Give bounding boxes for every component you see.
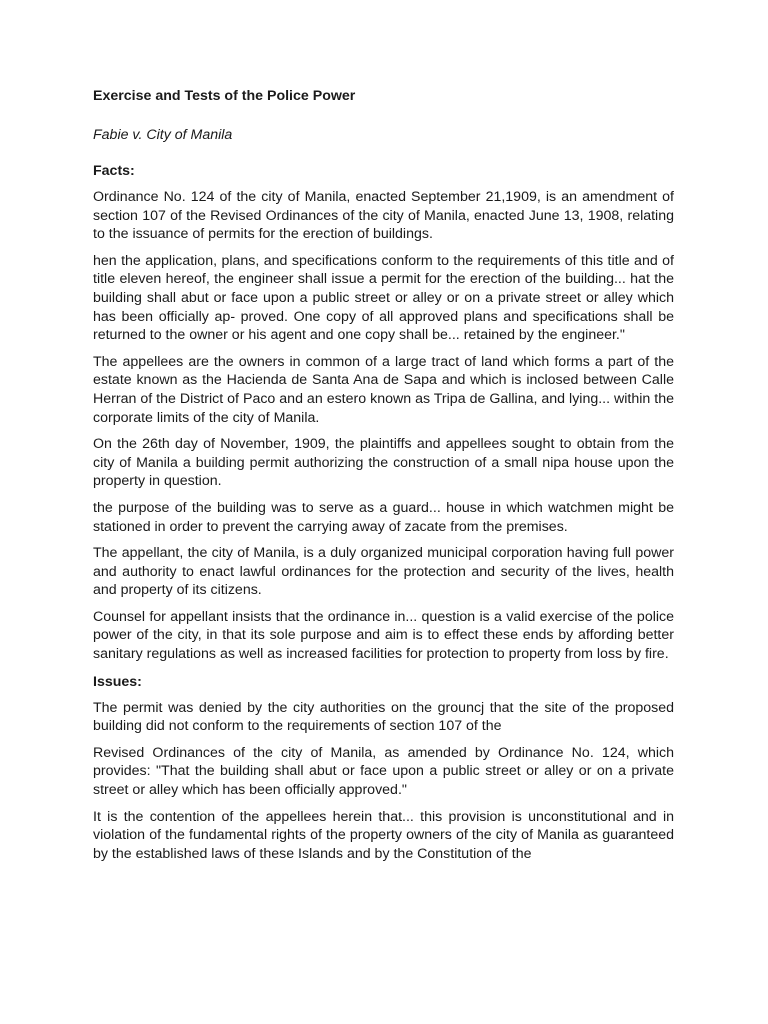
document-title: Exercise and Tests of the Police Power — [93, 88, 356, 104]
case-name: Fabie v. City of Manila — [93, 127, 233, 143]
facts-paragraph: On the 26th day of November, 1909, the plaintiffs and appellees sought to obtain from the city of Manila a building permit authorizing the construction of a small nipa house upon the property in question. — [93, 436, 674, 490]
facts-paragraph: Ordinance No. 124 of the city of Manila, enacted September 21,1909, is an amendment of section 107 of the Revised Ordinances of the city of Manila, enacted June 13, 1908, relating to the issuance of permits for the erection of buildings. — [93, 189, 674, 243]
facts-paragraph: Counsel for appellant insists that the ordinance in... question is a valid exercise of the police power of the city, in that its sole purpose and aim is to effect these ends by affording better sanitary regulations as well as increased facilities for protection to property from loss by fire. — [93, 608, 674, 663]
facts-heading: Facts: — [93, 163, 135, 179]
issues-heading: Issues: — [93, 673, 142, 690]
facts-paragraph: The appellant, the city of Manila, is a duly organized municipal corporation having full power and authority to enact lawful ordinances for the protection and security of the lives, health and property of its citizens. — [93, 545, 674, 599]
issues-paragraph: The permit was denied by the city authorities on the grouncj that the site of the proposed building did not conform to the requirements of section 107 of the — [93, 699, 674, 735]
facts-paragraph: the purpose of the building was to serve as a guard... house in which watchmen might be stationed in order to prevent the carrying away of zacate from the premises. — [93, 499, 674, 535]
document-page — [93, 86, 674, 871]
facts-paragraph: The appellees are the owners in common of a large tract of land which forms a part of the estate known as the Hacienda de Santa Ana de Sapa and which is inclosed between Calle Herran of the District of Paco and an estero known as Tripa de Gallina, and lying... within the corporate limits of the city of Manila. — [93, 353, 674, 426]
issues-paragraph: Revised Ordinances of the city of Manila, as amended by Ordinance No. 124, which provides: "That the building shall abut or face upon a public street or alley or on a private street or alley which has been officially approved." — [93, 744, 674, 799]
issues-paragraph: It is the contention of the appellees herein that... this provision is unconstitutional and in violation of the fundamental rights of the property owners of the city of Manila as guaranteed by the established laws of these Islands and by the Constitution of the — [93, 808, 674, 862]
facts-paragraph: hen the application, plans, and specifications conform to the requirements of this title and of title eleven hereof, the engineer shall issue a permit for the erection of the building... hat the building shall abut or face upon a public street or alley or on a private street or alley which has been officially ap- proved. One copy of all approved plans and specifications shall be returned to the owner or his agent and one copy shall be... retained by the engineer." — [93, 252, 674, 344]
